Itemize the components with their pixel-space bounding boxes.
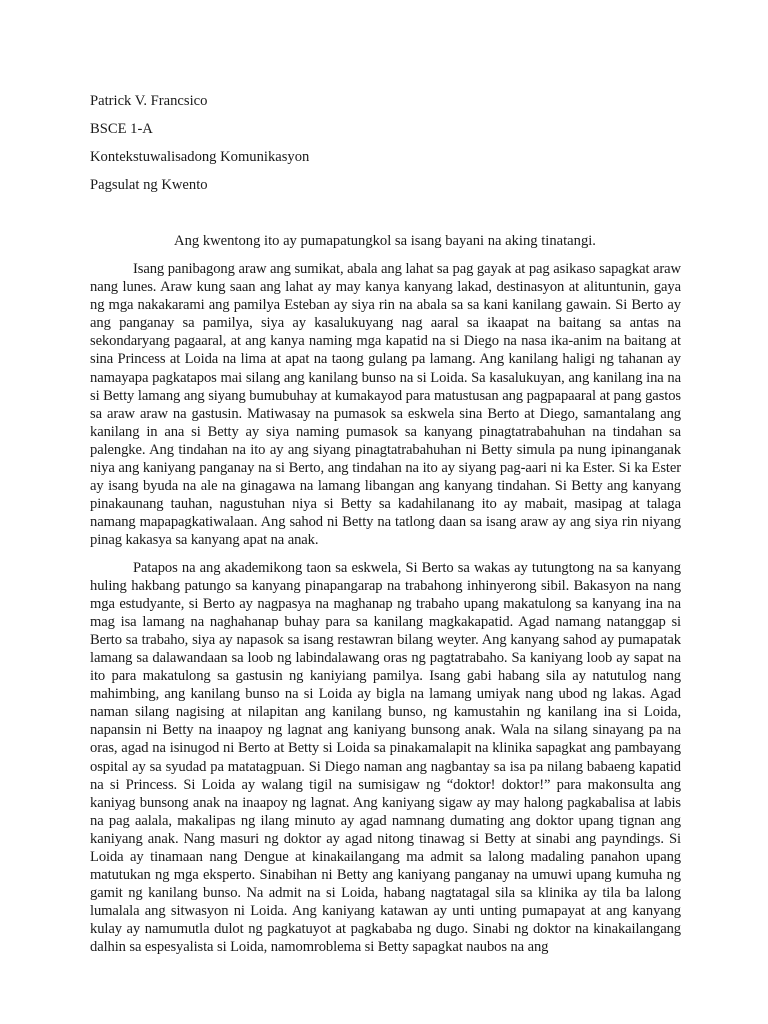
paragraph-1: Isang panibagong araw ang sumikat, abala ang lahat sa pag gayak at pag asikaso sapagkat araw nang lunes. Araw kung saan ang lahat ay may kanya kanyang lakad, destinasyon at alituntunin, gaya ng mga nakakarami ang pamilya Esteban ay siya rin na abala sa sa kani kanilang gawain. Si Berto ay ang panganay sa pamilya, siya ay kasalukuyang nag aaral sa ikaapat na baitang sa antas na sekondaryang pagaaral, at ang kanya naming mga kapatid na si Diego na nasa ika-anim na baitang at sina Princess at Loida na lima at apat na taong gulang pa lamang. Ang kanilang haligi ng tahanan ay namayapa pagkatapos mai silang ang kanilang bunso na si Loida. Sa kasalukuyan, ang kanilang ina na si Betty lamang ang siyang bumubuhay at kumakayod para matustusan ang pagpapaaral at pang gastos sa araw araw na gastusin. Matiwasay na pumasok sa eskwela sina Berto at Diego, samantalang ang kanilang in ana si Betty ay siya naming pumasok sa kanyang pinagtatrabahuhan na tindahan sa palengke. Ang tindahan na ito ay ang siyang pinagtatrabahuhan ni Betty simula pa nung ipinanganak niya ang kaniyang panganay na si Berto, ang tindahan na ito ay siyang pag-aari ni ka Ester. Si ka Ester ay isang byuda na ale na ginagawa na lamang libangan ang kanyang tindahan. Si Betty ang kanyang pinakaunang tauhan, nagustuhan niya si Betty sa kadahilanang ito ay mabait, masipag at talaga namang mapapagkatiwalaan. Ang sahod ni Betty na tatlong daan sa isang araw ay ang siya rin niyang pinag kakasya sa kanyang apat na anak. [90,261,681,549]
course-title: Kontekstuwalisadong Komunikasyon [90,149,310,165]
paragraph-2: Patapos na ang akademikong taon sa eskwela, Si Berto sa wakas ay tutungtong na sa kanyang huling hakbang patungo sa kanyang pinapangarap na trabahong inhinyerong sibil. Bakasyon na nang mga estudyante, si Berto ay nagpasya na maghanap ng trabaho upang makatulong sa kanyang ina na mag isa lamang na naghahanap buhay para sa kanilang magkakapatid. Agad namang natanggap si Berto sa trabaho, siya ay napasok sa isang restawran bilang weyter. Ang kanyang sahod ay pumapatak lamang sa dalawandaan sa loob ng labindalawang oras ng pagtatrabaho. Sa kaniyang loob ay sapat na ito para makatulong sa gastusin ng kaniyiang pamilya. Isang gabi habang sila ay natutulog nang mahimbing, ang kanilang bunso na si Loida ay bigla na lamang umiyak nang ubod ng lakas. Agad naman silang nagising at nilapitan ang kanilang bunso, ng kamustahin ng kanilang ina si Loida, napansin ni Betty na inaapoy ng lagnat ang kaniyang bunsong anak. Wala na silang sinayang pa na oras, agad na isinugod ni Berto at Betty si Loida sa pinakamalapit na klinika sapagkat ang pambayang ospital ay sa syudad pa matatagpuan. Si Diego naman ang nagbantay sa isa pa nilang babaeng kapatid na si Princess. Si Loida ay walang tigil na sumisigaw ng “doktor! doktor!” para makonsulta ang kaniyag bunsong anak na inaapoy ng lagnat. Ang kaniyang sigaw ay may halong pagkabalisa at labis na pag aalala, makalipas ng ilang minuto ay agad namnang dumating ang doktor upang tignan ang kaniyang anak. Nang masuri ng doktor ay agad nitong tinawag si Betty at sinabi ang payndings. Si Loida ay tinamaan nang Dengue at kinakailangang ma admit sa lalong madaling panahon upang matutukan ng mga eksperto. Sinabihan ni Betty ang kaniyang panganay na umuwi upang kumuha ng gamit ng kanilang bunso. Na admit na si Loida, habang nagtatagal sila sa klinika ay tila ba lalong lumalala ang sitwasyon ni Loida. Ang kaniyang katawan ay unti unting pumapayat at ang kanyang kulay ay namumutla dulot ng pagkatuyot at pagkababa ng dugo. Sinabi ng doktor na kinakailangang dalhin sa espesyalista si Loida, namomroblema si Betty sapagkat naubos na ang [90,559,681,956]
document-header [90,90,690,202]
assignment-title: Pagsulat ng Kwento [90,177,208,193]
story-intro-line: Ang kwentong ito ay pumapatungkol sa isang bayani na aking tinatangi. [174,233,596,249]
section-label: BSCE 1-A [90,121,153,137]
author-name: Patrick V. Francsico [90,93,208,109]
story-body [90,260,681,966]
